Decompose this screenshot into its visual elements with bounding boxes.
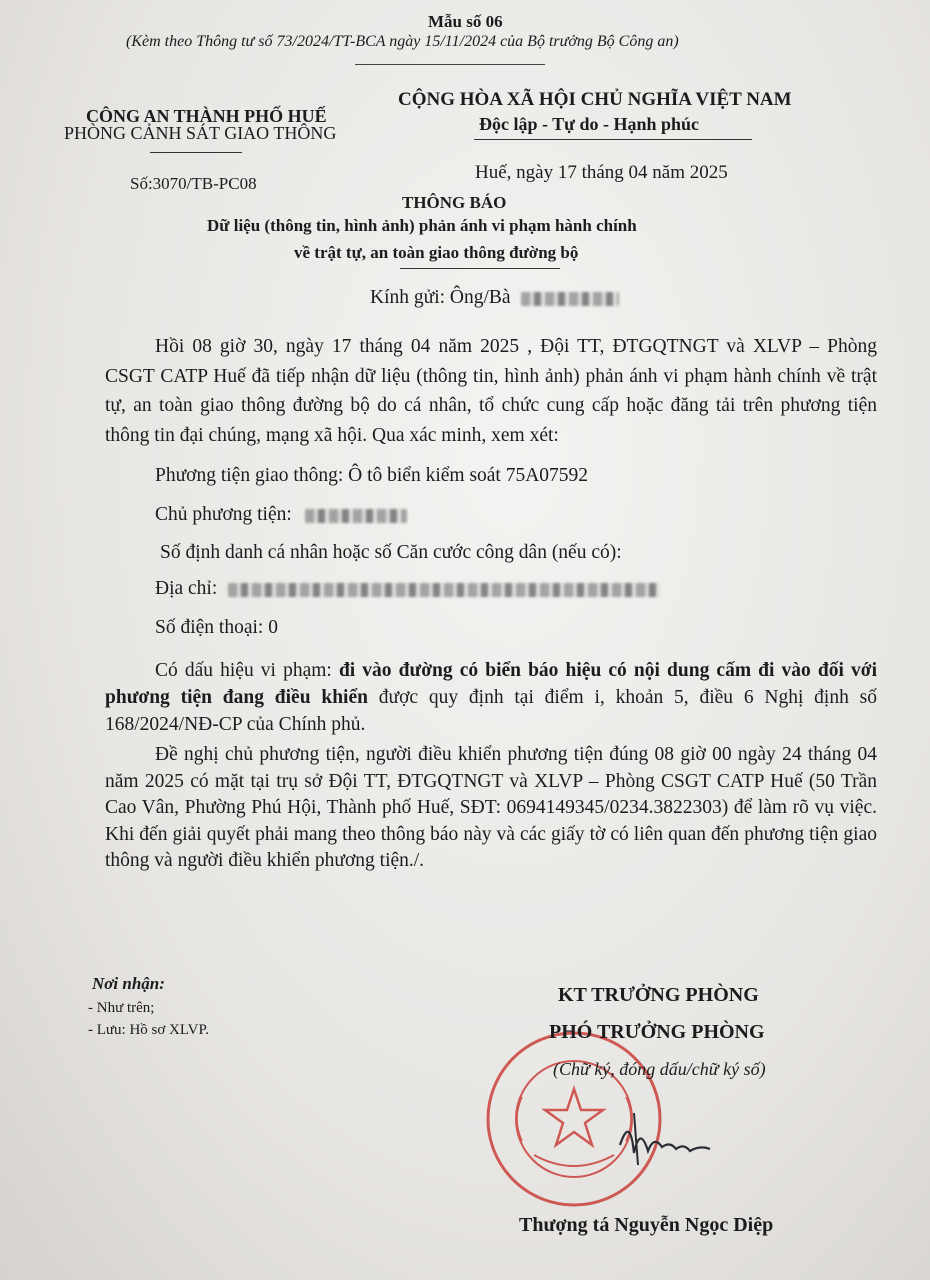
phone-field: Số điện thoại: 0 <box>155 617 278 638</box>
issuer-underline <box>150 152 242 153</box>
recipients-item-2: - Lưu: Hồ sơ XLVP. <box>88 1022 209 1038</box>
notice-title: THÔNG BÁO <box>402 193 507 212</box>
form-reference: (Kèm theo Thông tư số 73/2024/TT-BCA ngày 15/11/2024 của Bộ trưởng Bộ Công an) <box>126 33 679 50</box>
redacted-recipient-name <box>521 292 619 306</box>
redacted-address <box>228 583 660 597</box>
recipients-heading: Nơi nhận: <box>92 974 165 993</box>
intro-paragraph: Hồi 08 giờ 30, ngày 17 tháng 04 năm 2025 , Đội TT, ĐTGQTNGT và XLVP – Phòng CSGT CATP Huế đã tiếp nhận dữ liệu (thông tin, hình ảnh) phản ánh vi phạm hành chính về trật tự, an toàn giao thông đường bộ do cá nhân, tổ chức cung cấp hoặc đăng tải trên phương tiện thông tin đại chúng, mạng xã hội. Qua xác minh, xem xét: <box>105 336 877 446</box>
signatory-name: Thượng tá Nguyễn Ngọc Diệp <box>519 1214 774 1236</box>
form-reference-rule <box>355 64 545 65</box>
recipient-label: Kính gửi: Ông/Bà <box>370 287 511 308</box>
issuer-line2: PHÒNG CẢNH SÁT GIAO THÔNG <box>64 123 337 143</box>
notice-subtitle-line1: Dữ liệu (thông tin, hình ảnh) phản ánh vi phạm hành chính <box>207 216 637 235</box>
form-number: Mẫu số 06 <box>428 12 503 31</box>
address-field <box>155 578 660 600</box>
motto-underline <box>474 139 752 140</box>
signature-line2: PHÓ TRƯỞNG PHÒNG <box>549 1021 765 1043</box>
recipient-line <box>370 287 619 309</box>
owner-label: Chủ phương tiện: <box>155 504 292 525</box>
title-underline <box>400 268 560 269</box>
signature-note: (Chữ ký, đóng dấu/chữ ký số) <box>553 1059 766 1079</box>
issuer-line1: CÔNG AN THÀNH PHỐ HUẾ <box>86 106 327 126</box>
id-field: Số định danh cá nhân hoặc số Căn cước công dân (nếu có): <box>160 542 622 563</box>
violation-legal-basis: được quy định tại điểm i, khoản 5, điều 6 Nghị định số 168/2024/NĐ-CP của Chính phủ. <box>105 687 877 735</box>
vehicle-field: Phương tiện giao thông: Ô tô biển kiểm soát 75A07592 <box>155 465 589 486</box>
request-paragraph: Đề nghị chủ phương tiện, người điều khiển phương tiện đúng 08 giờ 00 ngày 24 tháng 04 năm 2025 có mặt tại trụ sở Đội TT, ĐTGQTNGT và XLVP – Phòng CSGT CATP Huế (50 Trần Cao Vân, Phường Phú Hội, Thành phố Huế, SĐT: 0694149345/0234.3822303) để làm rõ vụ việc. Khi đến giải quyết phải mang theo thông báo này và các giấy tờ có liên quan đến phương tiện giao thông và người điều khiển phương tiện./. <box>105 744 877 871</box>
violation-description: đi vào đường có biển báo hiệu có nội dung cấm đi vào đối với phương tiện đang điều khiển <box>105 660 877 708</box>
address-label: Địa chỉ: <box>155 578 218 599</box>
nation-line1: CỘNG HÒA XÃ HỘI CHỦ NGHĨA VIỆT NAM <box>398 89 792 110</box>
place-date: Huế, ngày 17 tháng 04 năm 2025 <box>475 162 728 183</box>
violation-lead: Có dấu hiệu vi phạm: <box>155 660 332 681</box>
document-number: Số:3070/TB-PC08 <box>130 174 257 193</box>
recipients-item-1: - Như trên; <box>88 1000 155 1016</box>
handwritten-signature <box>610 1105 720 1175</box>
signature-line1: KT TRƯỞNG PHÒNG <box>558 984 759 1006</box>
nation-motto: Độc lập - Tự do - Hạnh phúc <box>479 114 700 134</box>
notice-subtitle-line2: về trật tự, an toàn giao thông đường bộ <box>294 243 579 262</box>
redacted-owner-name <box>305 509 407 523</box>
owner-field <box>155 504 407 526</box>
violation-paragraph <box>105 657 877 738</box>
